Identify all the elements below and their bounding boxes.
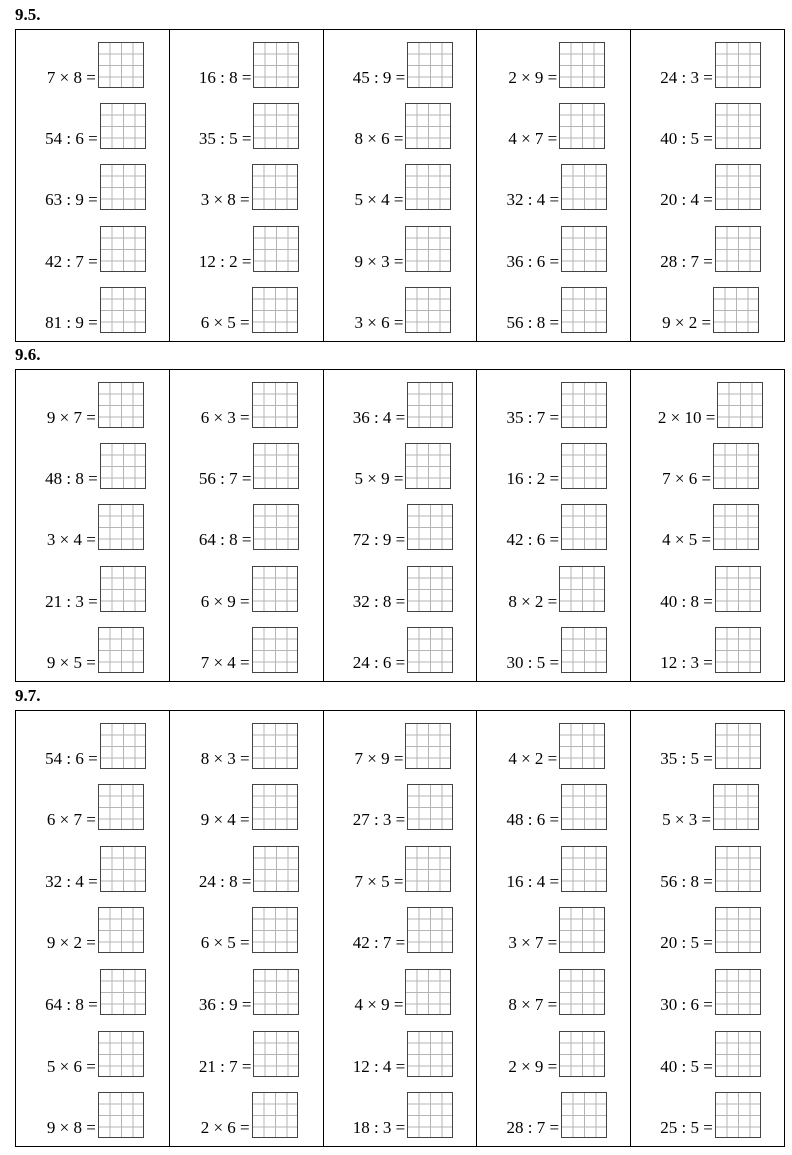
problem-row: [631, 439, 784, 489]
problem-row: [324, 1027, 477, 1077]
problem-row: [477, 623, 630, 673]
problem-expression: 12 : 3 =: [660, 653, 713, 673]
problem-row: [631, 500, 784, 550]
problem-expression: 6 × 7 =: [46, 810, 96, 830]
answer-box[interactable]: [561, 287, 607, 333]
problem-row: [170, 160, 323, 210]
problem-row: [477, 903, 630, 953]
problem-row: [16, 903, 169, 953]
answer-box[interactable]: [98, 907, 144, 953]
answer-box[interactable]: [713, 287, 759, 333]
problem-expression: 25 : 5 =: [660, 1118, 713, 1138]
answer-box[interactable]: [715, 723, 761, 769]
problem-expression: 36 : 9 =: [198, 995, 252, 1015]
problem-expression: 48 : 6 =: [506, 810, 560, 830]
problem-expression: 5 × 9 =: [354, 469, 404, 489]
problem-row: [324, 38, 477, 88]
problem-column: [477, 370, 631, 681]
problem-expression: 12 : 2 =: [198, 251, 252, 271]
answer-box[interactable]: [559, 907, 605, 953]
problem-row: [324, 842, 477, 892]
answer-box[interactable]: [252, 907, 298, 953]
problem-column: [631, 711, 784, 1146]
problem-expression: 3 × 4 =: [46, 530, 96, 550]
answer-box[interactable]: [100, 103, 146, 149]
answer-box[interactable]: [100, 443, 146, 489]
problem-row: [477, 160, 630, 210]
problem-expression: 42 : 7 =: [45, 251, 98, 271]
problem-row: [631, 903, 784, 953]
problem-expression: 8 × 3 =: [200, 748, 250, 768]
problem-row: [16, 1027, 169, 1077]
answer-box[interactable]: [98, 627, 144, 673]
problem-row: [631, 378, 784, 428]
answer-box[interactable]: [715, 566, 761, 612]
problem-expression: 5 × 6 =: [46, 1056, 96, 1076]
answer-box[interactable]: [715, 1031, 761, 1077]
problem-expression: 9 × 8 =: [46, 1118, 96, 1138]
answer-box[interactable]: [407, 1031, 453, 1077]
problem-row: [477, 38, 630, 88]
problem-row: [631, 842, 784, 892]
answer-box[interactable]: [407, 504, 453, 550]
problem-expression: 45 : 9 =: [352, 67, 406, 87]
problem-expression: 35 : 5 =: [198, 129, 252, 149]
answer-box[interactable]: [253, 504, 299, 550]
problem-column: [16, 30, 170, 341]
answer-box[interactable]: [252, 164, 298, 210]
problem-expression: 24 : 3 =: [660, 67, 713, 87]
problem-row: [170, 780, 323, 830]
problem-row: [324, 719, 477, 769]
problem-expression: 16 : 8 =: [198, 67, 252, 87]
answer-box[interactable]: [405, 846, 451, 892]
problem-row: [16, 1088, 169, 1138]
answer-box[interactable]: [559, 103, 605, 149]
answer-box[interactable]: [559, 723, 605, 769]
answer-box[interactable]: [559, 1031, 605, 1077]
problem-expression: 4 × 9 =: [354, 995, 404, 1015]
exercise-9-7-grid: [15, 710, 785, 1147]
answer-box[interactable]: [100, 287, 146, 333]
problem-expression: 64 : 8 =: [198, 530, 252, 550]
problem-row: [477, 439, 630, 489]
problem-row: [477, 1088, 630, 1138]
problem-column: [16, 711, 170, 1146]
problem-expression: 21 : 7 =: [198, 1056, 252, 1076]
problem-expression: 28 : 7 =: [506, 1118, 560, 1138]
answer-box[interactable]: [252, 382, 298, 428]
answer-box[interactable]: [715, 164, 761, 210]
answer-box[interactable]: [713, 784, 759, 830]
problem-expression: 9 × 7 =: [46, 407, 96, 427]
problem-expression: 2 × 9 =: [508, 67, 558, 87]
problem-expression: 8 × 6 =: [354, 129, 404, 149]
answer-box[interactable]: [98, 382, 144, 428]
answer-box[interactable]: [253, 1031, 299, 1077]
problem-expression: 2 × 10 =: [657, 407, 716, 427]
problem-expression: 7 × 9 =: [354, 748, 404, 768]
problem-expression: 24 : 8 =: [198, 871, 252, 891]
exercise-9-5-grid: [15, 29, 785, 342]
answer-box[interactable]: [100, 969, 146, 1015]
problem-row: [324, 780, 477, 830]
answer-box[interactable]: [253, 443, 299, 489]
problem-expression: 42 : 7 =: [352, 933, 406, 953]
answer-box[interactable]: [252, 784, 298, 830]
problem-expression: 30 : 6 =: [660, 995, 713, 1015]
problem-expression: 6 × 5 =: [200, 313, 250, 333]
problem-expression: 32 : 4 =: [506, 190, 560, 210]
answer-box[interactable]: [98, 504, 144, 550]
answer-box[interactable]: [561, 784, 607, 830]
problem-expression: 56 : 8 =: [660, 871, 713, 891]
problem-expression: 36 : 4 =: [352, 407, 406, 427]
problem-expression: 42 : 6 =: [506, 530, 560, 550]
problem-row: [324, 439, 477, 489]
problem-expression: 9 × 2 =: [662, 313, 712, 333]
problem-column: [477, 711, 631, 1146]
problem-row: [631, 283, 784, 333]
answer-box[interactable]: [715, 103, 761, 149]
exercise-label: 9.6.: [15, 345, 41, 364]
problem-expression: 28 : 7 =: [660, 251, 713, 271]
answer-box[interactable]: [715, 42, 761, 88]
problem-row: [16, 378, 169, 428]
answer-box[interactable]: [98, 1092, 144, 1138]
problem-row: [477, 99, 630, 149]
problem-expression: 6 × 3 =: [200, 407, 250, 427]
problem-column: [170, 30, 324, 341]
problem-expression: 35 : 7 =: [506, 407, 560, 427]
problem-expression: 3 × 7 =: [508, 933, 558, 953]
problem-row: [170, 283, 323, 333]
problem-column: [324, 30, 478, 341]
answer-box[interactable]: [100, 226, 146, 272]
exercise-label: 9.5.: [15, 5, 41, 24]
problem-row: [16, 780, 169, 830]
answer-box[interactable]: [253, 226, 299, 272]
answer-box[interactable]: [252, 627, 298, 673]
problem-expression: 54 : 6 =: [45, 129, 98, 149]
problem-row: [170, 378, 323, 428]
problem-expression: 8 × 7 =: [508, 995, 558, 1015]
problem-row: [16, 38, 169, 88]
problem-expression: 3 × 8 =: [200, 190, 250, 210]
problem-row: [631, 965, 784, 1015]
answer-box[interactable]: [561, 846, 607, 892]
problem-expression: 3 × 6 =: [354, 313, 404, 333]
answer-box[interactable]: [253, 969, 299, 1015]
answer-box[interactable]: [559, 969, 605, 1015]
answer-box[interactable]: [98, 42, 144, 88]
problem-expression: 4 × 7 =: [508, 129, 558, 149]
answer-box[interactable]: [407, 382, 453, 428]
answer-box[interactable]: [715, 226, 761, 272]
problem-row: [477, 283, 630, 333]
problem-expression: 32 : 4 =: [45, 871, 98, 891]
answer-box[interactable]: [717, 382, 763, 428]
answer-box[interactable]: [407, 907, 453, 953]
problem-expression: 5 × 4 =: [354, 190, 404, 210]
answer-box[interactable]: [713, 443, 759, 489]
answer-box[interactable]: [98, 784, 144, 830]
problem-expression: 8 × 2 =: [508, 591, 558, 611]
problem-row: [477, 780, 630, 830]
answer-box[interactable]: [407, 42, 453, 88]
problem-row: [170, 1088, 323, 1138]
problem-expression: 32 : 8 =: [352, 591, 406, 611]
problem-expression: 40 : 5 =: [660, 129, 713, 149]
problem-row: [631, 562, 784, 612]
answer-box[interactable]: [253, 42, 299, 88]
problem-row: [631, 719, 784, 769]
problem-row: [324, 378, 477, 428]
problem-row: [324, 160, 477, 210]
problem-row: [631, 38, 784, 88]
problem-expression: 6 × 5 =: [200, 933, 250, 953]
answer-box[interactable]: [561, 226, 607, 272]
problem-expression: 4 × 5 =: [662, 530, 712, 550]
exercise-label: 9.7.: [15, 686, 41, 705]
problem-row: [16, 439, 169, 489]
answer-box[interactable]: [405, 103, 451, 149]
problem-expression: 7 × 4 =: [200, 653, 250, 673]
problem-expression: 7 × 8 =: [46, 67, 96, 87]
answer-box[interactable]: [405, 164, 451, 210]
problem-expression: 4 × 2 =: [508, 748, 558, 768]
problem-expression: 64 : 8 =: [45, 995, 98, 1015]
problem-row: [16, 562, 169, 612]
problem-column: [631, 370, 784, 681]
problem-expression: 2 × 6 =: [200, 1118, 250, 1138]
problem-expression: 35 : 5 =: [660, 748, 713, 768]
answer-box[interactable]: [561, 382, 607, 428]
problem-column: [16, 370, 170, 681]
problem-row: [631, 160, 784, 210]
answer-box[interactable]: [715, 1092, 761, 1138]
problem-row: [170, 222, 323, 272]
answer-box[interactable]: [252, 287, 298, 333]
problem-expression: 40 : 8 =: [660, 591, 713, 611]
problem-row: [170, 623, 323, 673]
problem-expression: 21 : 3 =: [45, 591, 98, 611]
problem-row: [324, 903, 477, 953]
answer-box[interactable]: [252, 566, 298, 612]
problem-column: [324, 370, 478, 681]
answer-box[interactable]: [561, 443, 607, 489]
problem-expression: 18 : 3 =: [352, 1118, 406, 1138]
problem-row: [16, 222, 169, 272]
problem-expression: 48 : 8 =: [45, 469, 98, 489]
answer-box[interactable]: [252, 1092, 298, 1138]
problem-expression: 16 : 2 =: [506, 469, 560, 489]
answer-box[interactable]: [252, 723, 298, 769]
problem-row: [477, 842, 630, 892]
problem-expression: 7 × 5 =: [354, 871, 404, 891]
problem-expression: 20 : 5 =: [660, 933, 713, 953]
problem-row: [16, 160, 169, 210]
problem-row: [170, 965, 323, 1015]
problem-row: [16, 842, 169, 892]
problem-row: [16, 99, 169, 149]
answer-box[interactable]: [405, 287, 451, 333]
answer-box[interactable]: [98, 1031, 144, 1077]
answer-box[interactable]: [559, 566, 605, 612]
problem-row: [631, 222, 784, 272]
exercise-9-6-grid: [15, 369, 785, 682]
problem-row: [631, 99, 784, 149]
problem-expression: 5 × 3 =: [662, 810, 712, 830]
problem-row: [170, 500, 323, 550]
problem-expression: 81 : 9 =: [45, 313, 98, 333]
problem-expression: 30 : 5 =: [506, 653, 560, 673]
problem-expression: 6 × 9 =: [200, 591, 250, 611]
problem-row: [477, 965, 630, 1015]
problem-row: [477, 719, 630, 769]
answer-box[interactable]: [715, 907, 761, 953]
problem-expression: 20 : 4 =: [660, 190, 713, 210]
answer-box[interactable]: [100, 846, 146, 892]
problem-row: [477, 562, 630, 612]
problem-expression: 54 : 6 =: [45, 748, 98, 768]
problem-row: [170, 99, 323, 149]
problem-row: [477, 378, 630, 428]
problem-column: [631, 30, 784, 341]
answer-box[interactable]: [715, 627, 761, 673]
problem-row: [324, 562, 477, 612]
answer-box[interactable]: [100, 566, 146, 612]
answer-box[interactable]: [713, 504, 759, 550]
problem-row: [324, 222, 477, 272]
problem-row: [16, 283, 169, 333]
problem-row: [477, 222, 630, 272]
answer-box[interactable]: [405, 443, 451, 489]
problem-expression: 56 : 7 =: [198, 469, 252, 489]
answer-box[interactable]: [715, 846, 761, 892]
problem-row: [170, 38, 323, 88]
problem-row: [170, 842, 323, 892]
problem-expression: 36 : 6 =: [506, 251, 560, 271]
answer-box[interactable]: [407, 566, 453, 612]
problem-expression: 7 × 6 =: [662, 469, 712, 489]
answer-box[interactable]: [407, 1092, 453, 1138]
problem-expression: 40 : 5 =: [660, 1056, 713, 1076]
problem-row: [477, 500, 630, 550]
problem-expression: 9 × 3 =: [354, 251, 404, 271]
problem-row: [170, 439, 323, 489]
problem-row: [324, 1088, 477, 1138]
answer-box[interactable]: [561, 504, 607, 550]
problem-row: [324, 283, 477, 333]
problem-column: [170, 711, 324, 1146]
answer-box[interactable]: [561, 627, 607, 673]
problem-row: [16, 965, 169, 1015]
problem-expression: 9 × 5 =: [46, 653, 96, 673]
problem-row: [631, 623, 784, 673]
problem-row: [16, 719, 169, 769]
problem-expression: 63 : 9 =: [45, 190, 98, 210]
problem-expression: 16 : 4 =: [506, 871, 560, 891]
problem-expression: 9 × 4 =: [200, 810, 250, 830]
problem-row: [170, 903, 323, 953]
problem-column: [477, 30, 631, 341]
problem-expression: 24 : 6 =: [352, 653, 406, 673]
problem-row: [170, 562, 323, 612]
answer-box[interactable]: [253, 103, 299, 149]
problem-expression: 72 : 9 =: [352, 530, 406, 550]
answer-box[interactable]: [253, 846, 299, 892]
answer-box[interactable]: [405, 226, 451, 272]
answer-box[interactable]: [561, 164, 607, 210]
answer-box[interactable]: [561, 1092, 607, 1138]
problem-expression: 27 : 3 =: [352, 810, 406, 830]
answer-box[interactable]: [405, 723, 451, 769]
answer-box[interactable]: [407, 627, 453, 673]
problem-row: [631, 1027, 784, 1077]
problem-row: [170, 719, 323, 769]
answer-box[interactable]: [559, 42, 605, 88]
problem-row: [324, 623, 477, 673]
problem-row: [324, 965, 477, 1015]
problem-column: [170, 370, 324, 681]
problem-row: [477, 1027, 630, 1077]
answer-box[interactable]: [405, 969, 451, 1015]
problem-expression: 12 : 4 =: [352, 1056, 406, 1076]
answer-box[interactable]: [100, 164, 146, 210]
problem-row: [170, 1027, 323, 1077]
problem-column: [324, 711, 478, 1146]
problem-expression: 56 : 8 =: [506, 313, 560, 333]
problem-row: [16, 500, 169, 550]
problem-row: [324, 500, 477, 550]
answer-box[interactable]: [715, 969, 761, 1015]
problem-row: [16, 623, 169, 673]
answer-box[interactable]: [100, 723, 146, 769]
answer-box[interactable]: [407, 784, 453, 830]
problem-row: [324, 99, 477, 149]
problem-expression: 9 × 2 =: [46, 933, 96, 953]
problem-row: [631, 780, 784, 830]
problem-row: [631, 1088, 784, 1138]
problem-expression: 2 × 9 =: [508, 1056, 558, 1076]
